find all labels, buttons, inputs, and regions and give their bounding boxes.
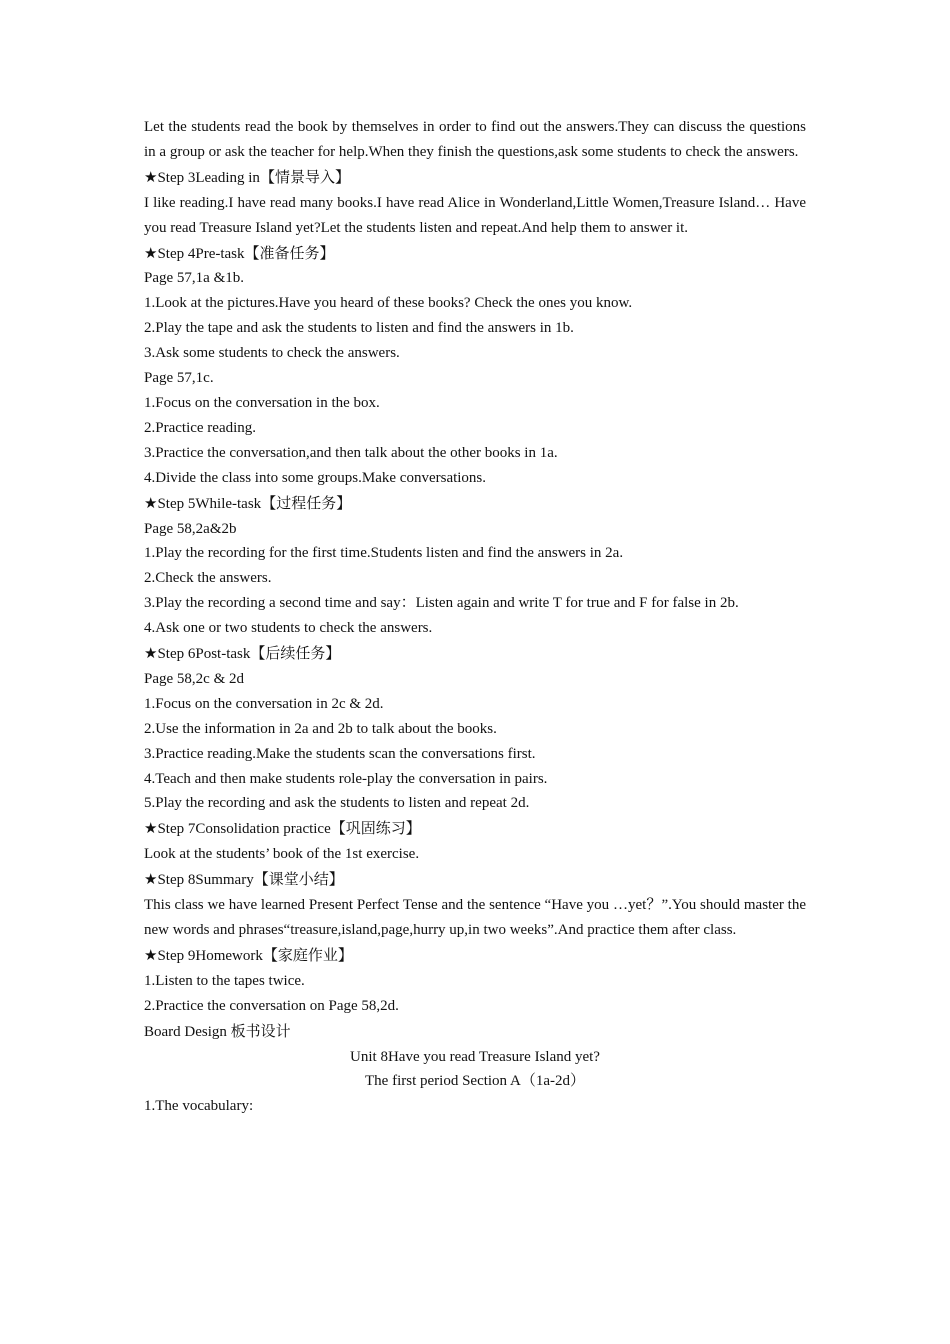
list-item: 1.Play the recording for the first time.Students listen and find the answers in 2a. bbox=[144, 545, 624, 562]
step7-heading: ★Step 7Consolidation practice【巩固练习】 bbox=[144, 819, 421, 838]
list-item: 1.Focus on the conversation in 2c & 2d. bbox=[144, 695, 384, 712]
step4-page-ref-a: Page 57,1a &1b. bbox=[144, 270, 244, 287]
board-subtitle: The first period Section A（1a-2d） bbox=[365, 1073, 585, 1090]
document-page bbox=[144, 115, 806, 1119]
step6-page-ref: Page 58,2c & 2d bbox=[144, 670, 244, 687]
list-item: 2.Check the answers. bbox=[144, 570, 272, 587]
list-item: 2.Practice reading. bbox=[144, 419, 257, 436]
step4-heading: ★Step 4Pre-task【准备任务】 bbox=[144, 243, 335, 262]
board-title: Unit 8Have you read Treasure Island yet? bbox=[350, 1048, 600, 1065]
step5-page-ref: Page 58,2a&2b bbox=[144, 520, 237, 537]
step7-text: Look at the students’ book of the 1st exercise. bbox=[144, 846, 420, 863]
step4-page-ref-b: Page 57,1c. bbox=[144, 370, 214, 387]
list-item: 2.Play the tape and ask the students to listen and find the answers in 1b. bbox=[144, 320, 574, 337]
intro-paragraph: Let the students read the book by themselves in order to find out the answers.They can discuss the questions in a group or ask the teacher for help.When they finish the questions,ask some students to check the answers. bbox=[144, 119, 806, 160]
list-item: 5.Play the recording and ask the students to listen and repeat 2d. bbox=[144, 795, 530, 812]
step3-paragraph: I like reading.I have read many books.I have read Alice in Wonderland,Little Women,Treasure Island… Have you read Treasure Island yet?Let the students listen and repeat.And help them to answer it. bbox=[144, 194, 806, 236]
step9-heading: ★Step 9Homework【家庭作业】 bbox=[144, 945, 353, 964]
list-item: 3.Practice the conversation,and then talk about the other books in 1a. bbox=[144, 444, 558, 461]
list-item: 1.Listen to the tapes twice. bbox=[144, 972, 305, 989]
step8-heading: ★Step 8Summary【课堂小结】 bbox=[144, 870, 344, 889]
step5-heading: ★Step 5While-task【过程任务】 bbox=[144, 493, 352, 512]
list-item: 3.Play the recording a second time and say：Listen again and write T for true and F for false in 2b. bbox=[144, 595, 739, 612]
board-vocabulary-label: 1.The vocabulary: bbox=[144, 1098, 254, 1115]
board-design-heading: Board Design 板书设计 bbox=[144, 1021, 291, 1040]
step8-paragraph: This class we have learned Present Perfect Tense and the sentence “Have you …yet？”.You should master the new words and phrases“treasure,island,page,hurry up,in two weeks”.And practice them after class. bbox=[144, 897, 806, 938]
list-item: 1.Focus on the conversation in the box. bbox=[144, 394, 380, 411]
list-item: 3.Practice reading.Make the students scan the conversations first. bbox=[144, 745, 536, 762]
list-item: 4.Ask one or two students to check the answers. bbox=[144, 620, 433, 637]
step6-heading: ★Step 6Post-task【后续任务】 bbox=[144, 644, 341, 663]
list-item: 1.Look at the pictures.Have you heard of these books? Check the ones you know. bbox=[144, 295, 633, 312]
list-item: 2.Practice the conversation on Page 58,2d. bbox=[144, 997, 399, 1014]
list-item: 4.Divide the class into some groups.Make conversations. bbox=[144, 469, 487, 486]
step3-heading: ★Step 3Leading in【情景导入】 bbox=[144, 167, 350, 186]
list-item: 3.Ask some students to check the answers. bbox=[144, 345, 400, 362]
list-item: 2.Use the information in 2a and 2b to talk about the books. bbox=[144, 720, 497, 737]
list-item: 4.Teach and then make students role-play the conversation in pairs. bbox=[144, 770, 548, 787]
